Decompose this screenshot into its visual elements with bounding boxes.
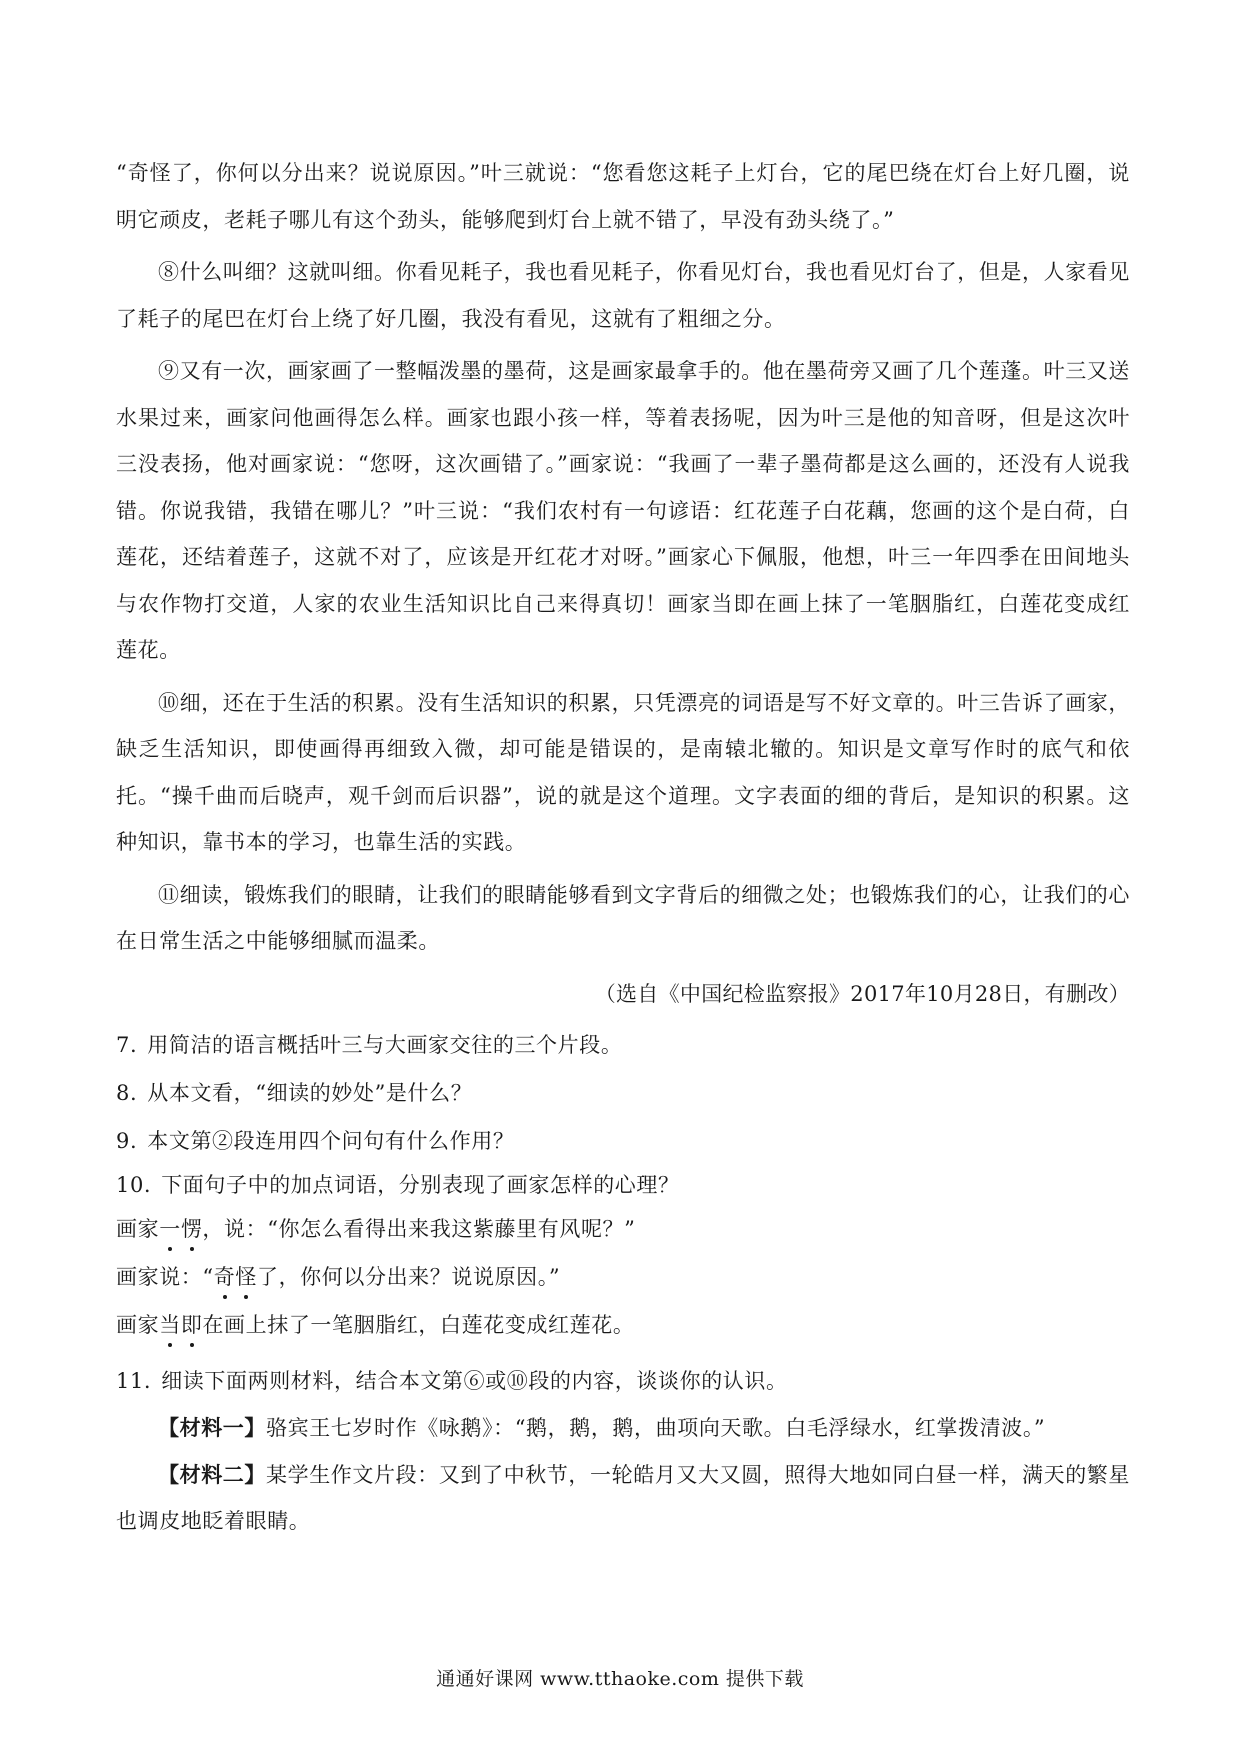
material-2 — [116, 1452, 1130, 1545]
question-number: 8. — [116, 1081, 138, 1105]
material-text: 骆宾王七岁时作《咏鹅》：“鹅，鹅，鹅，曲项向天歌。白毛浮绿水，红掌拨清波。” — [266, 1416, 1046, 1440]
sentence-text: 在画上抹了一笔胭脂红，白莲花变成红莲花。 — [202, 1313, 635, 1337]
emphasized-word: 愣 — [181, 1205, 203, 1253]
sentence-text: 画家说：“ — [116, 1265, 214, 1289]
paragraph-8: ⑧什么叫细？这就叫细。你看见耗子，我也看见耗子，你看见灯台，我也看见灯台了，但是，人家看见了耗子的尾巴在灯台上绕了好几圈，我没有看见，这就有了粗细之分。 — [116, 260, 1130, 331]
question-number: 9. — [116, 1129, 138, 1153]
material-label: 【材料二】 — [158, 1461, 266, 1487]
question-7 — [116, 1021, 1130, 1069]
question-text: 下面句子中的加点词语，分别表现了画家怎样的心理？ — [161, 1173, 680, 1197]
question-9 — [116, 1117, 1130, 1165]
question-text: 从本文看，“细读的妙处”是什么？ — [147, 1081, 473, 1105]
example-sentence-3 — [116, 1301, 1130, 1349]
example-sentence-2 — [116, 1253, 1130, 1301]
question-11 — [116, 1357, 1130, 1405]
question-text: 细读下面两则材料，结合本文第⑥或⑩段的内容，谈谈你的认识。 — [161, 1369, 788, 1393]
material-1 — [116, 1405, 1130, 1452]
paragraph-continued: “奇怪了，你何以分出来？说说原因。”叶三就说：“您看您这耗子上灯台，它的尾巴绕在灯台上好几圈，说明它顽皮，老耗子哪儿有这个劲头，能够爬到灯台上就不错了，早没有劲头绕了。” — [116, 161, 1130, 232]
emphasized-word: 即 — [181, 1301, 203, 1349]
page-footer: 通通好课网 www.tthaoke.com 提供下载 — [436, 1668, 804, 1690]
question-text: 用简洁的语言概括叶三与大画家交往的三个片段。 — [147, 1033, 623, 1057]
question-number: 10. — [116, 1173, 152, 1197]
paragraph-11: ⑪细读，锻炼我们的眼睛，让我们的眼睛能够看到文字背后的细微之处；也锻炼我们的心，让我们的心在日常生活之中能够细腻而温柔。 — [116, 882, 1130, 953]
paragraph-9: ⑨又有一次，画家画了一整幅泼墨的墨荷，这是画家最拿手的。他在墨荷旁又画了几个莲蓬。叶三又送水果过来，画家问他画得怎么样。画家也跟小孩一样，等着表扬呢，因为叶三是他的知音呀，但是这次叶三没表扬，他对画家说：“您呀，这次画错了。”画家说：“我画了一辈子墨荷都是这么画的，还没有人说我错。你说我错，我错在哪儿？”叶三说：“我们农村有一句谚语：红花莲子白花藕，您画的这个是白荷，白莲花，还结着莲子，这就不对了，应该是开红花才对呀。”画家心下佩服，他想，叶三一年四季在田间地头与农作物打交道，人家的农业生活知识比自己来得真切！画家当即在画上抹了一笔胭脂红，白莲花变成红莲花。 — [116, 359, 1130, 662]
emphasized-word: 奇 — [214, 1253, 236, 1301]
question-number: 7. — [116, 1033, 138, 1057]
article-source: （选自《中国纪检监察报》2017年10月28日，有删改） — [594, 981, 1130, 1006]
question-number: 11. — [116, 1369, 152, 1393]
material-label: 【材料一】 — [158, 1415, 266, 1440]
sentence-text: 画家 — [116, 1217, 160, 1241]
paragraph-10: ⑩细，还在于生活的积累。没有生活知识的积累，只凭漂亮的词语是写不好文章的。叶三告诉了画家，缺乏生活知识，即使画得再细致入微，却可能是错误的，是南辕北辙的。知识是文章写作时的底气和依托。“操千曲而后晓声，观千剑而后识器”，说的就是这个道理。文字表面的细的背后，是知识的积累。这种知识，靠书本的学习，也靠生活的实践。 — [116, 690, 1130, 854]
material-text: 某学生作文片段：又到了中秋节，一轮皓月又大又圆，照得大地如同白昼一样，满天的繁星也调皮地眨着眼睛。 — [116, 1462, 1130, 1533]
question-8 — [116, 1069, 1130, 1117]
example-sentence-1 — [116, 1205, 1130, 1253]
emphasized-word: 怪 — [235, 1253, 257, 1301]
emphasized-word: 当 — [159, 1301, 181, 1349]
document-body — [116, 150, 1130, 1545]
question-10 — [116, 1165, 1130, 1205]
question-text: 本文第②段连用四个问句有什么作用？ — [147, 1129, 515, 1153]
sentence-text: 了，你何以分出来？说说原因。” — [256, 1265, 561, 1289]
sentence-text: ，说：“你怎么看得出来我这紫藤里有风呢？” — [202, 1217, 636, 1241]
sentence-text: 画家 — [116, 1313, 160, 1337]
emphasized-word: 一 — [159, 1205, 181, 1253]
